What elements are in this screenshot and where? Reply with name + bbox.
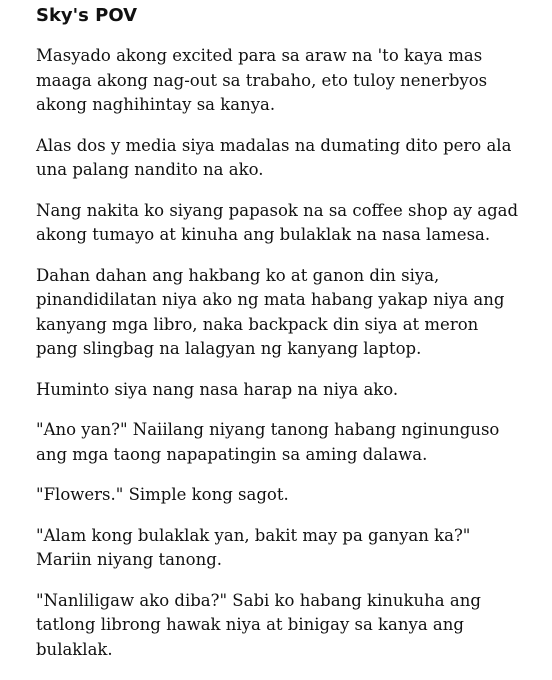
chapter-heading: Sky's POV (36, 5, 138, 26)
story-paragraph: "Alam kong bulaklak yan, bakit may pa ganyan ka?" Mariin niyang tanong. (36, 525, 471, 569)
story-paragraph: Nang nakita ko siyang papasok na sa coffee shop ay agad akong tumayo at kinuha ang bulaklak na nasa lamesa. (36, 200, 519, 244)
story-paragraph: Dahan dahan ang hakbang ko at ganon din siya, pinandidilatan niya ako ng mata habang yakap niya ang kanyang mga libro, naka backpack din siya at meron pang slingbag na lalagyan ng kanyang laptop. (36, 265, 505, 358)
story-paragraph: Masyado akong excited para sa araw na 'to kaya mas maaga akong nag-out sa trabaho, eto tuloy nenerbyos akong naghihintay sa kanya. (36, 46, 488, 114)
story-paragraph: "Ano yan?" Naiilang niyang tanong habang nginunguso ang mga taong napapatingin sa aming dalawa. (36, 420, 500, 464)
story-paragraph: "Nanliligaw ako diba?" Sabi ko habang kinukuha ang tatlong librong hawak niya at binigay sa kanya ang bulaklak. (36, 590, 481, 659)
story-paragraph: Alas dos y media siya madalas na dumating dito pero ala una palang nandito na ako. (36, 135, 512, 179)
story-paragraph: "Flowers." Simple kong sagot. (36, 485, 289, 504)
story-paragraph: Huminto siya nang nasa harap na niya ako. (36, 379, 399, 399)
